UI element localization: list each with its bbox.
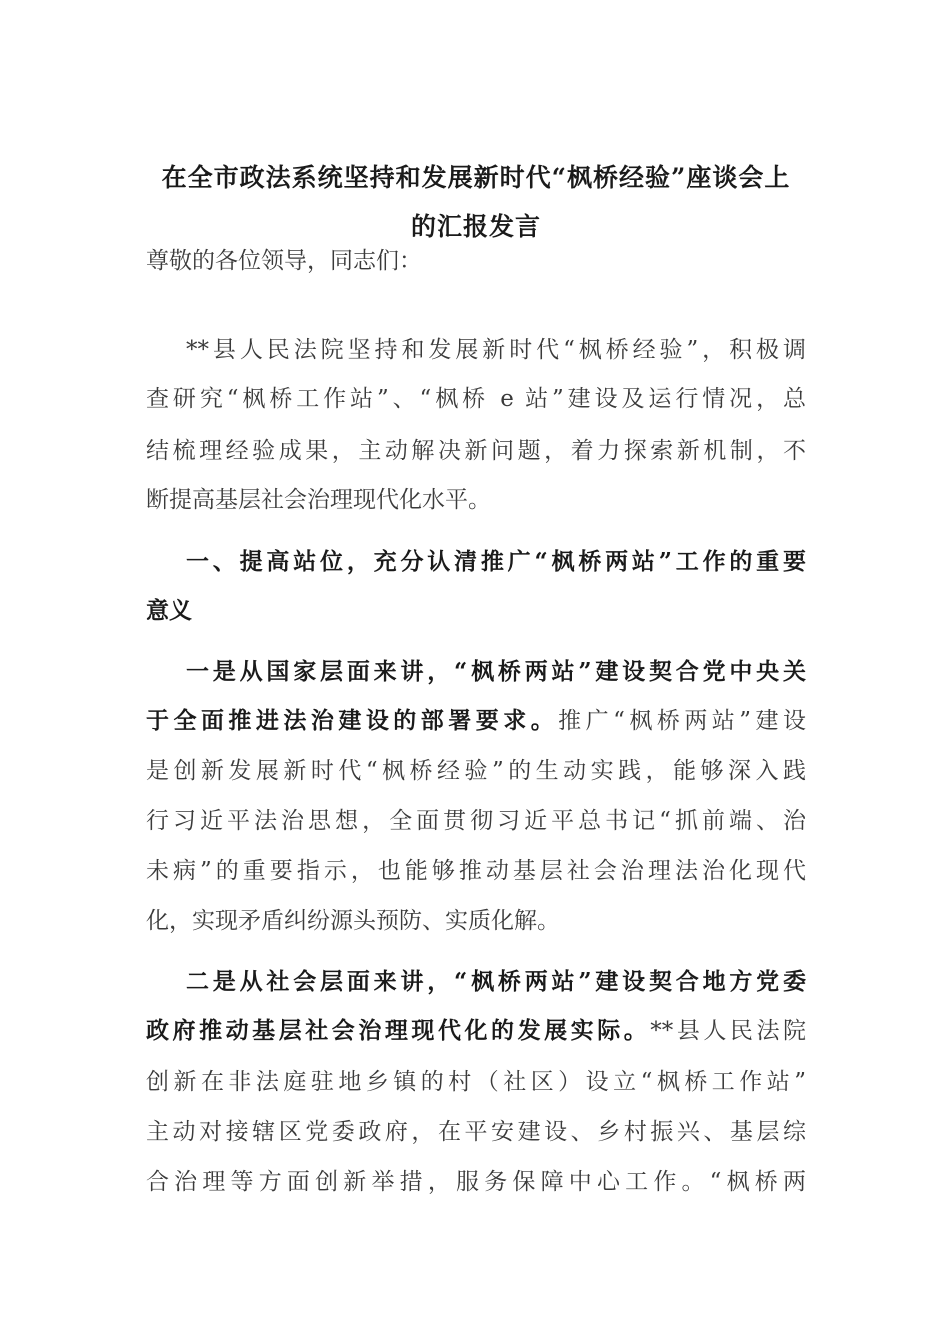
- intro-line-4: 断提高基层社会治理现代化水平。: [146, 487, 491, 513]
- para-1-line-6: 化，实现矛盾纠纷源头预防、实质化解。: [146, 908, 560, 934]
- section-1-heading-line-1: 一、提高站位，充分认清推广“枫桥两站”工作的重要: [186, 548, 806, 575]
- intro-line-2: 查研究“枫桥工作站”、“枫桥 e 站”建设及运行情况，总: [146, 386, 806, 412]
- para-2-line-1: 二是从社会层面来讲，“枫桥两站”建设契合地方党委: [186, 968, 806, 995]
- para-1-line-1: 一是从国家层面来讲，“枫桥两站”建设契合党中央关: [186, 658, 806, 685]
- intro-line-3: 结梳理经验成果，主动解决新问题，着力探索新机制，不: [146, 438, 806, 464]
- para-2-line-4: 主动对接辖区党委政府，在平安建设、乡村振兴、基层综: [146, 1119, 806, 1145]
- para-1-line-2-normal: 推广“枫桥两站”建设: [558, 708, 806, 734]
- salutation: 尊敬的各位领导，同志们：: [146, 248, 422, 274]
- section-1-heading-line-2: 意义: [146, 597, 192, 624]
- para-2-line-2-normal: **县人民法院: [650, 1018, 807, 1044]
- para-2-line-2-bold: 政府推动基层社会治理现代化的发展实际。: [146, 1017, 651, 1044]
- document-title-line-1: 在全市政法系统坚持和发展新时代“枫桥经验”座谈会上: [161, 163, 791, 192]
- para-2-line-5: 合治理等方面创新举措，服务保障中心工作。“枫桥两: [146, 1169, 806, 1195]
- para-2-line-3: 创新在非法庭驻地乡镇的村（社区）设立“枫桥工作站”: [146, 1069, 806, 1095]
- intro-line-1: **县人民法院坚持和发展新时代“枫桥经验”，积极调: [186, 337, 806, 363]
- para-1-line-3: 是创新发展新时代“枫桥经验”的生动实践，能够深入践: [146, 758, 806, 784]
- para-1-line-5: 未病”的重要指示，也能够推动基层社会治理法治化现代: [146, 858, 806, 884]
- para-1-line-2: [146, 705, 806, 737]
- document-title-line-2: 的汇报发言: [410, 212, 541, 241]
- para-2-line-2: [146, 1015, 806, 1047]
- para-1-line-4: 行习近平法治思想，全面贯彻习近平总书记“抓前端、治: [146, 808, 806, 834]
- para-1-line-2-bold: 于全面推进法治建设的部署要求。: [146, 707, 559, 734]
